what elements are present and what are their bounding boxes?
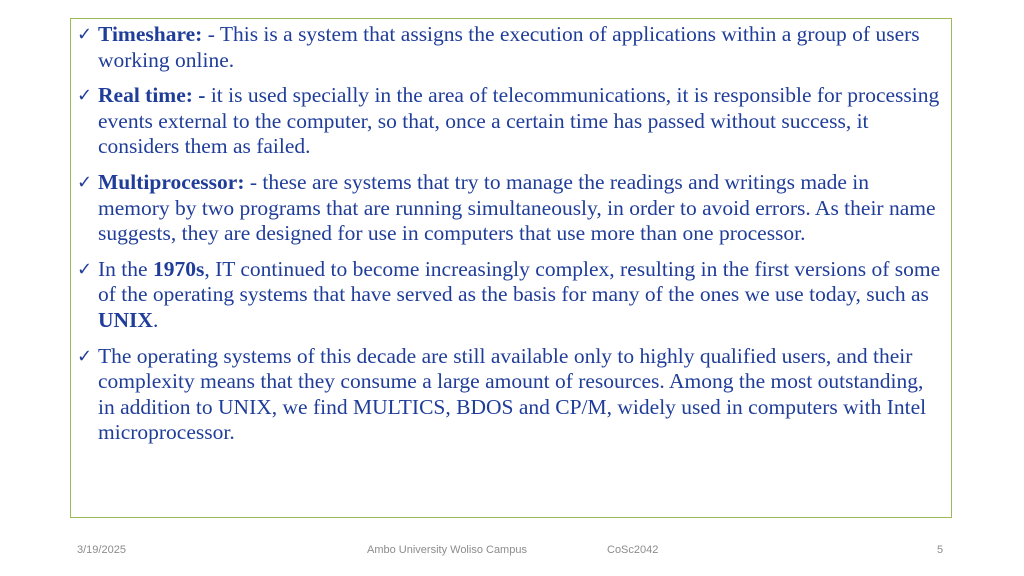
highlight-unix: UNIX	[98, 307, 153, 332]
footer-page-number: 5	[937, 544, 944, 556]
bullet-text: The operating systems of this decade are still available only to highly qualified users, and their complexity means that they consume a large amount of resources. Among the most outstanding, in addition to UNIX, we find MULTICS, BDOS and CP/M, widely used in computers with Intel microprocessor.	[98, 343, 927, 445]
bullet-text: - these are systems that try to manage the readings and writings made in memory by two programs that are running simultaneously, in order to avoid errors. As their name suggests, they are designed for use in computers that use more than one processor.	[98, 169, 936, 246]
bullet-text: it is used specially in the area of telecommunications, it is responsible for processing events external to the computer, so that, once a certain time has passed without success, it considers them as failed.	[98, 83, 940, 159]
bullet-multiprocessor	[77, 170, 945, 247]
footer-institution: Ambo University Woliso Campus	[367, 544, 527, 556]
footer-date: 3/19/2025	[77, 544, 126, 556]
bullet-real-time	[77, 83, 945, 160]
bullet-decade-systems	[77, 344, 945, 446]
bullet-text: In the	[98, 256, 153, 281]
bullet-term: Real time: -	[98, 83, 206, 108]
bullet-term: Timeshare:	[98, 22, 203, 46]
slide-content-box	[70, 18, 952, 518]
bullet-list	[77, 22, 945, 456]
bullet-text: .	[152, 307, 159, 332]
bullet-text: , IT continued to become increasingly complex, resulting in the first versions of some of the operating systems that have served as the basis for many of the ones we use today, such as	[98, 256, 941, 307]
checkmark-icon: ✓	[77, 85, 93, 107]
bullet-text: - This is a system that assigns the execution of applications within a group of users working online.	[98, 22, 920, 72]
footer-course-code: CoSc2042	[607, 544, 659, 556]
bullet-1970s	[77, 257, 945, 334]
bullet-term: Multiprocessor:	[98, 169, 245, 194]
highlight-decade: 1970s	[152, 256, 205, 281]
checkmark-icon: ✓	[77, 345, 93, 367]
bullet-timeshare	[77, 22, 945, 73]
checkmark-icon: ✓	[77, 24, 93, 45]
checkmark-icon: ✓	[77, 258, 93, 280]
checkmark-icon: ✓	[77, 171, 93, 193]
